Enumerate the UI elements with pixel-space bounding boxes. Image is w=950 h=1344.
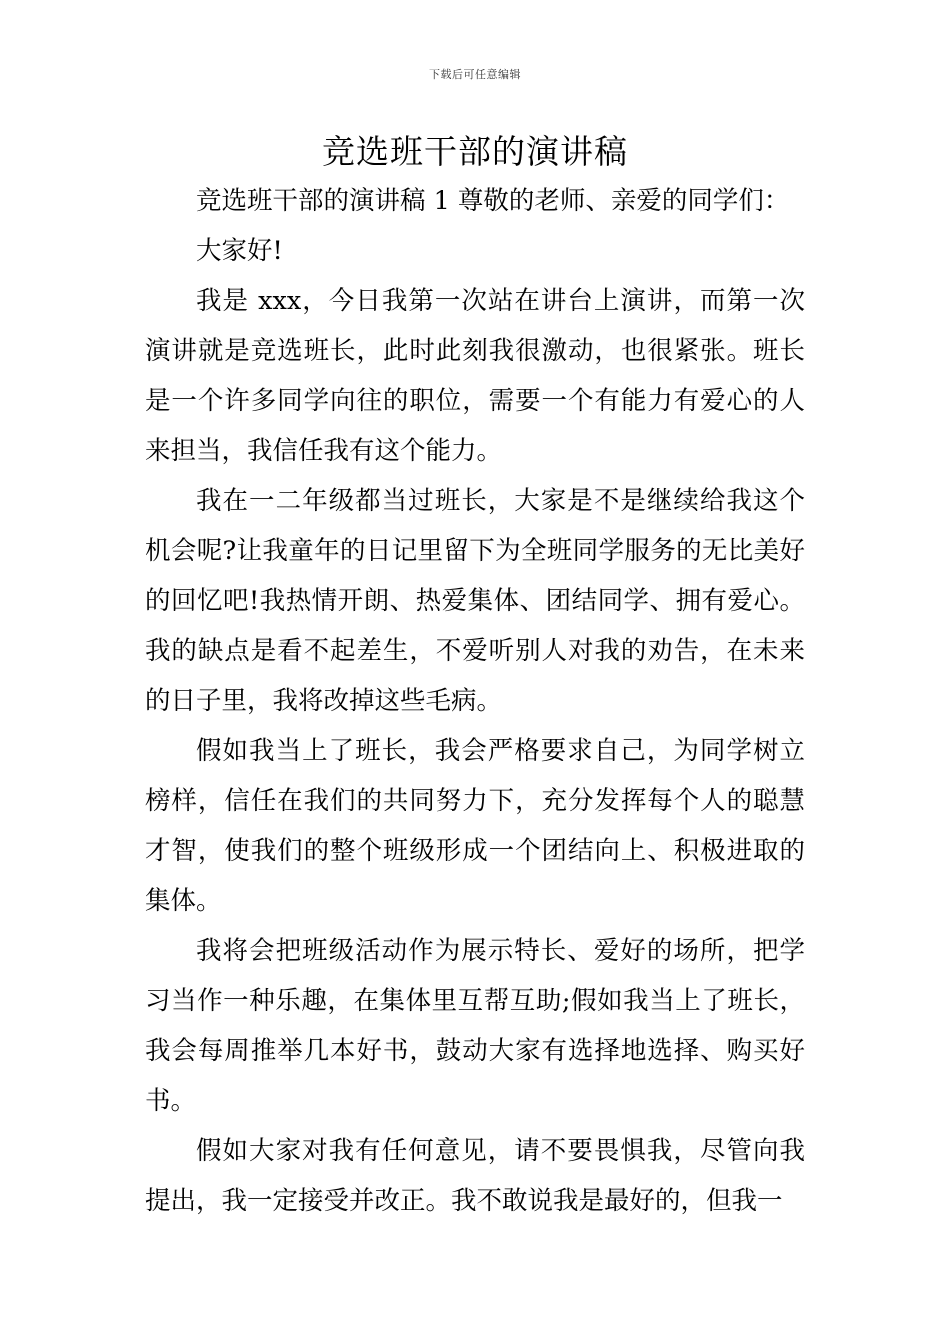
- paragraph-goals: 假如我当上了班长，我会严格要求自己，为同学树立榜样，信任在我们的共同努力下，充分发挥每个人的聪慧才智，使我们的整个班级形成一个团结向上、积极进取的集体。: [145, 736, 805, 916]
- paragraph-greeting: 大家好!: [196, 236, 283, 266]
- paragraph-intro: 我是 xxx，今日我第一次站在讲台上演讲，而第一次演讲就是竞选班长，此时此刻我很激动，也很紧张。班长是一个许多同学向往的职位，需要一个有能力有爱心的人来担当，我信任我有这个能力。: [145, 286, 805, 466]
- paragraph-experience: 我在一二年级都当过班长，大家是不是继续给我这个机会呢?让我童年的日记里留下为全班同学服务的无比美好的回忆吧!我热情开朗、热爱集体、团结同学、拥有爱心。我的缺点是看不起差生，不爱听别人对我的劝告，在未来的日子里，我将改掉这些毛病。: [145, 486, 805, 716]
- paragraph-feedback: 假如大家对我有任何意见，请不要畏惧我，尽管向我提出，我一定接受并改正。我不敢说我是最好的，但我一: [145, 1136, 805, 1216]
- paragraph-salutation: 竞选班干部的演讲稿 1 尊敬的老师、亲爱的同学们：: [196, 186, 790, 216]
- document-body: [145, 176, 805, 1226]
- paragraph-activities: 我将会把班级活动作为展示特长、爱好的场所，把学习当作一种乐趣，在集体里互帮互助;假如我当上了班长，我会每周推举几本好书，鼓动大家有选择地选择、购买好书。: [145, 936, 805, 1116]
- document-title: 竞选班干部的演讲稿: [322, 132, 628, 171]
- header-note: 下载后可任意编辑: [429, 68, 521, 81]
